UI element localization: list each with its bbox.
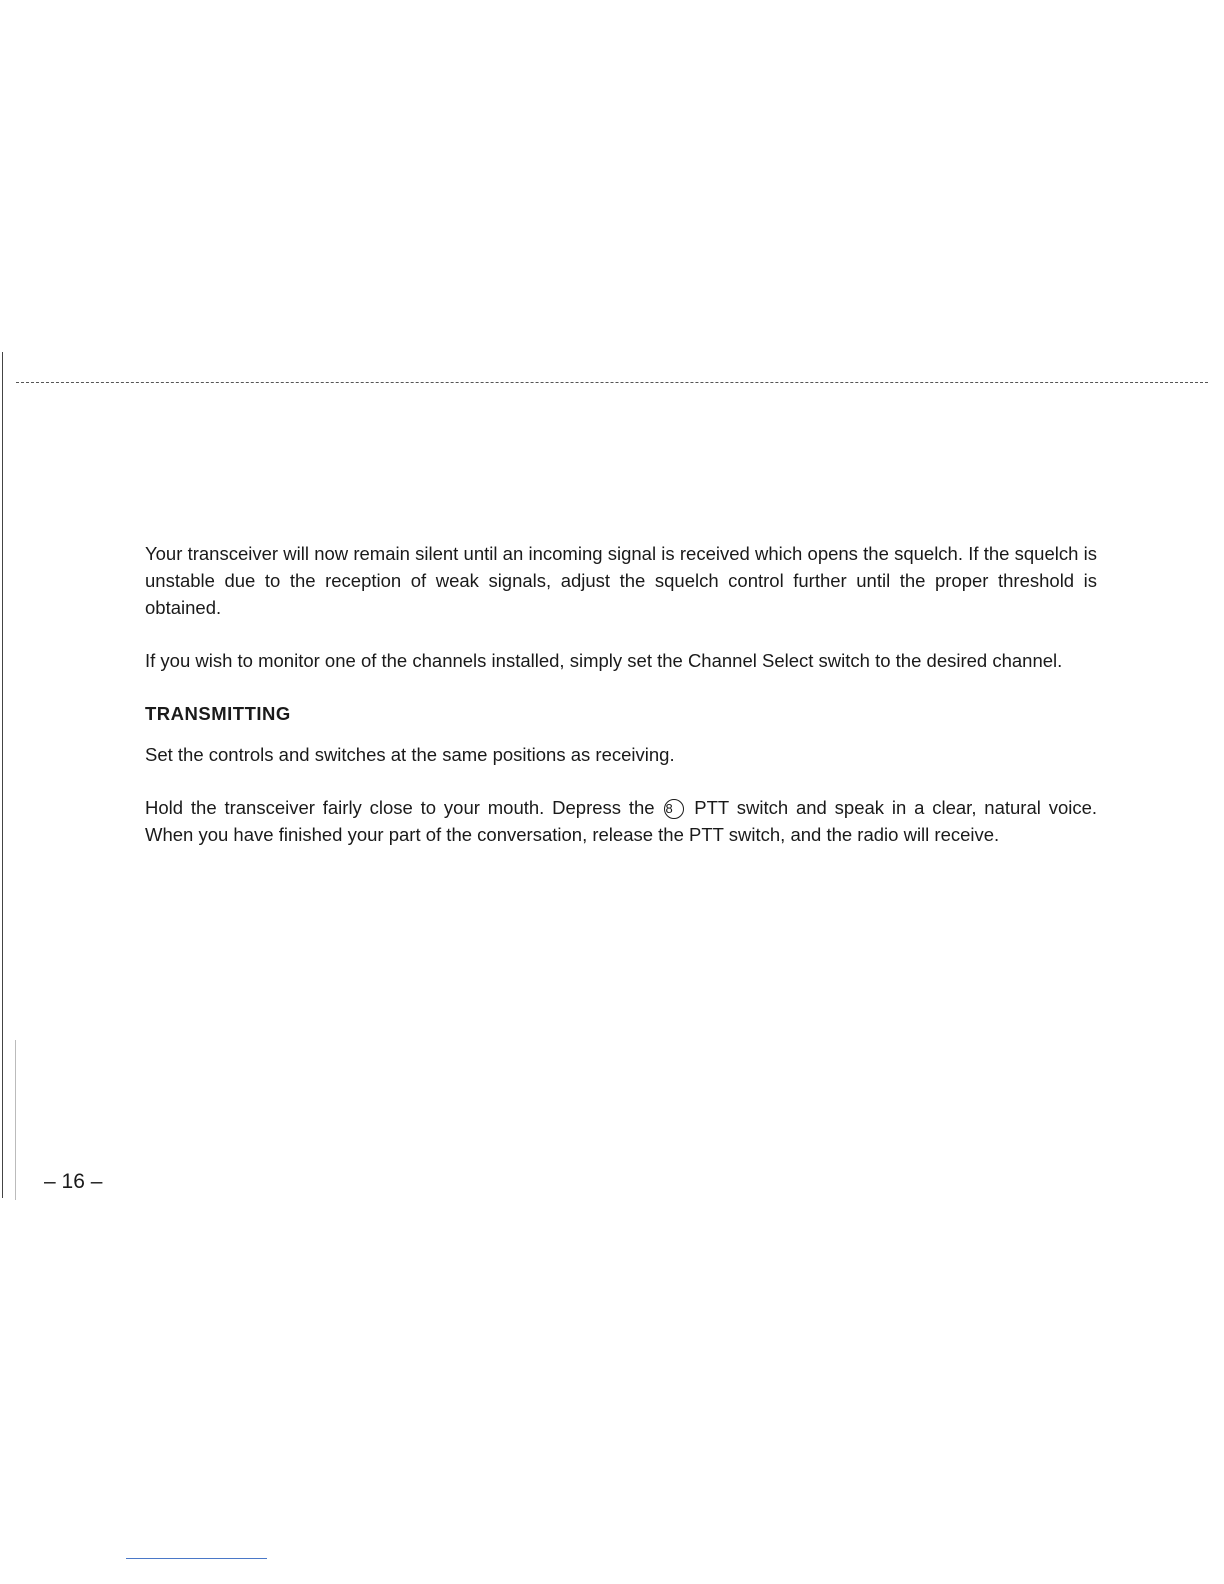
body-text xyxy=(145,540,1097,874)
section-heading-transmitting: TRANSMITTING xyxy=(145,703,291,724)
ptt-text-before: Hold the transceiver fairly close to your mouth. Depress the xyxy=(145,797,655,818)
page-edge-line xyxy=(2,352,3,1198)
top-divider-rule xyxy=(16,382,1208,383)
paragraph-controls: Set the controls and switches at the same positions as receiving. xyxy=(145,744,675,765)
callout-number-marker: 8 xyxy=(664,799,684,819)
ptt-text-after: PTT switch and speak in a clear, natural voice. When you have finished your part of the conversation, release the PTT switch, and the radio will receive. xyxy=(145,797,1098,845)
paragraph-monitor-channel: If you wish to monitor one of the channels installed, simply set the Channel Select switch to the desired channel. xyxy=(145,650,1063,671)
page-edge-line-inner xyxy=(15,1040,16,1200)
paragraph-squelch: Your transceiver will now remain silent until an incoming signal is received which opens the squelch. If the squelch is unstable due to the reception of weak signals, adjust the squelch control further until the proper threshold is obtained. xyxy=(145,543,1097,618)
paragraph-ptt xyxy=(145,794,1097,848)
page-number: – 16 – xyxy=(44,1170,103,1193)
bottom-underline xyxy=(126,1558,267,1559)
